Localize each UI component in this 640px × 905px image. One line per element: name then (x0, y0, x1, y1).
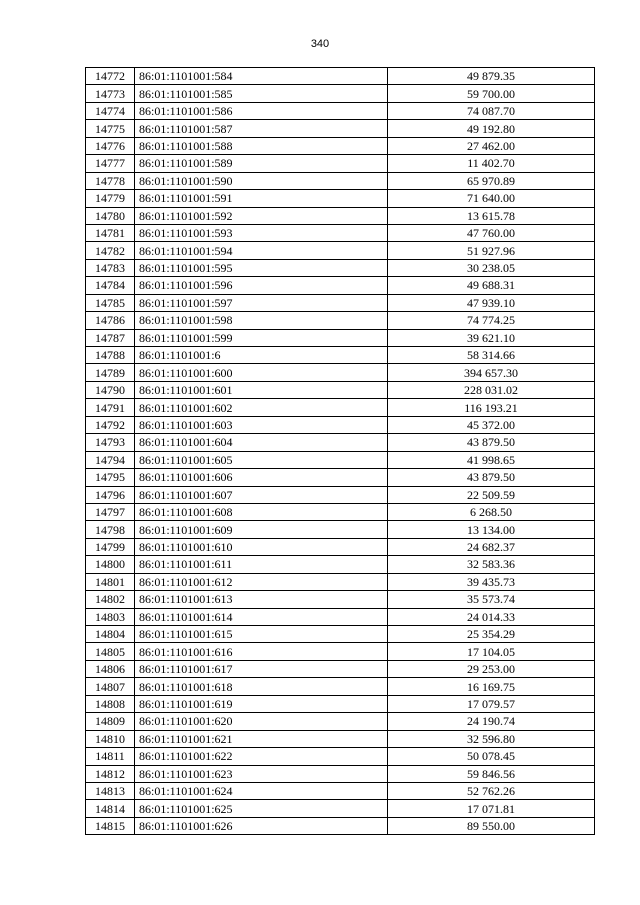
cadastral-number-cell: 86:01:1101001:584 (135, 68, 388, 85)
cadastral-value-cell: 16 169.75 (388, 678, 595, 695)
row-number-cell: 14787 (86, 329, 135, 346)
row-number-cell: 14807 (86, 678, 135, 695)
row-number-cell: 14815 (86, 817, 135, 834)
row-number-cell: 14774 (86, 102, 135, 119)
cadastral-value-cell: 228 031.02 (388, 381, 595, 398)
cadastral-number-cell: 86:01:1101001:626 (135, 817, 388, 834)
cadastral-value-cell: 116 193.21 (388, 399, 595, 416)
row-number-cell: 14776 (86, 137, 135, 154)
table-row (86, 591, 595, 608)
table-row (86, 713, 595, 730)
table-row (86, 556, 595, 573)
row-number-cell: 14799 (86, 538, 135, 555)
table-row (86, 521, 595, 538)
row-number-cell: 14780 (86, 207, 135, 224)
cadastral-number-cell: 86:01:1101001:587 (135, 120, 388, 137)
table-row (86, 259, 595, 276)
cadastral-value-cell: 65 970.89 (388, 172, 595, 189)
page-number: 340 (310, 38, 330, 50)
table-row (86, 277, 595, 294)
cadastral-number-cell: 86:01:1101001:588 (135, 137, 388, 154)
row-number-cell: 14790 (86, 381, 135, 398)
row-number-cell: 14784 (86, 277, 135, 294)
cadastral-value-cell: 17 104.05 (388, 643, 595, 660)
table-row (86, 730, 595, 747)
cadastral-value-cell: 22 509.59 (388, 486, 595, 503)
cadastral-number-cell: 86:01:1101001:591 (135, 190, 388, 207)
table-row (86, 329, 595, 346)
table-row (86, 294, 595, 311)
table-row (86, 486, 595, 503)
row-number-cell: 14781 (86, 224, 135, 241)
cadastral-value-cell: 51 927.96 (388, 242, 595, 259)
row-number-cell: 14783 (86, 259, 135, 276)
table-row (86, 312, 595, 329)
cadastral-number-cell: 86:01:1101001:596 (135, 277, 388, 294)
table-row (86, 190, 595, 207)
cadastral-value-cell: 49 879.35 (388, 68, 595, 85)
cadastral-value-cell: 39 435.73 (388, 573, 595, 590)
cadastral-number-cell: 86:01:1101001:620 (135, 713, 388, 730)
row-number-cell: 14804 (86, 626, 135, 643)
table-row (86, 347, 595, 364)
row-number-cell: 14813 (86, 782, 135, 799)
cadastral-number-cell: 86:01:1101001:610 (135, 538, 388, 555)
cadastral-value-cell: 35 573.74 (388, 591, 595, 608)
cadastral-number-cell: 86:01:1101001:616 (135, 643, 388, 660)
cadastral-value-cell: 17 071.81 (388, 800, 595, 817)
table-row (86, 626, 595, 643)
row-number-cell: 14773 (86, 85, 135, 102)
cadastral-value-cell: 32 596.80 (388, 730, 595, 747)
row-number-cell: 14808 (86, 695, 135, 712)
table-body (86, 68, 595, 835)
cadastral-value-cell: 74 087.70 (388, 102, 595, 119)
cadastral-value-cell: 41 998.65 (388, 451, 595, 468)
row-number-cell: 14791 (86, 399, 135, 416)
cadastral-number-cell: 86:01:1101001:585 (135, 85, 388, 102)
cadastral-number-cell: 86:01:1101001:593 (135, 224, 388, 241)
cadastral-value-cell: 47 939.10 (388, 294, 595, 311)
row-number-cell: 14785 (86, 294, 135, 311)
cadastral-number-cell: 86:01:1101001:617 (135, 660, 388, 677)
cadastral-number-cell: 86:01:1101001:606 (135, 469, 388, 486)
table-row (86, 381, 595, 398)
cadastral-number-cell: 86:01:1101001:589 (135, 155, 388, 172)
cadastral-value-cell: 58 314.66 (388, 347, 595, 364)
cadastral-value-cell: 394 657.30 (388, 364, 595, 381)
cadastral-number-cell: 86:01:1101001:624 (135, 782, 388, 799)
table-row (86, 573, 595, 590)
table-row (86, 399, 595, 416)
table-row (86, 538, 595, 555)
table-row (86, 137, 595, 154)
row-number-cell: 14803 (86, 608, 135, 625)
table-row (86, 608, 595, 625)
cadastral-value-cell: 74 774.25 (388, 312, 595, 329)
row-number-cell: 14778 (86, 172, 135, 189)
cadastral-value-cell: 24 014.33 (388, 608, 595, 625)
cadastral-value-cell: 59 700.00 (388, 85, 595, 102)
cadastral-number-cell: 86:01:1101001:607 (135, 486, 388, 503)
row-number-cell: 14814 (86, 800, 135, 817)
cadastral-value-cell: 89 550.00 (388, 817, 595, 834)
cadastral-number-cell: 86:01:1101001:605 (135, 451, 388, 468)
cadastral-number-cell: 86:01:1101001:592 (135, 207, 388, 224)
cadastral-value-cell: 43 879.50 (388, 469, 595, 486)
row-number-cell: 14777 (86, 155, 135, 172)
row-number-cell: 14801 (86, 573, 135, 590)
cadastral-number-cell: 86:01:1101001:608 (135, 503, 388, 520)
cadastral-number-cell: 86:01:1101001:613 (135, 591, 388, 608)
row-number-cell: 14775 (86, 120, 135, 137)
cadastral-value-cell: 39 621.10 (388, 329, 595, 346)
cadastral-value-cell: 25 354.29 (388, 626, 595, 643)
cadastral-value-cell: 29 253.00 (388, 660, 595, 677)
cadastral-value-cell: 43 879.50 (388, 434, 595, 451)
cadastral-number-cell: 86:01:1101001:595 (135, 259, 388, 276)
cadastral-number-cell: 86:01:1101001:615 (135, 626, 388, 643)
table-row (86, 695, 595, 712)
cadastral-number-cell: 86:01:1101001:601 (135, 381, 388, 398)
cadastral-value-cell: 59 846.56 (388, 765, 595, 782)
row-number-cell: 14810 (86, 730, 135, 747)
row-number-cell: 14809 (86, 713, 135, 730)
table-row (86, 469, 595, 486)
table-row (86, 416, 595, 433)
cadastral-number-cell: 86:01:1101001:614 (135, 608, 388, 625)
table-row (86, 364, 595, 381)
table-row (86, 660, 595, 677)
cadastral-value-cell: 13 134.00 (388, 521, 595, 538)
table-row (86, 155, 595, 172)
cadastral-value-cell: 17 079.57 (388, 695, 595, 712)
row-number-cell: 14811 (86, 748, 135, 765)
cadastral-number-cell: 86:01:1101001:622 (135, 748, 388, 765)
row-number-cell: 14802 (86, 591, 135, 608)
cadastral-number-cell: 86:01:1101001:590 (135, 172, 388, 189)
cadastral-number-cell: 86:01:1101001:621 (135, 730, 388, 747)
row-number-cell: 14793 (86, 434, 135, 451)
cadastral-number-cell: 86:01:1101001:619 (135, 695, 388, 712)
cadastral-value-cell: 52 762.26 (388, 782, 595, 799)
cadastral-value-cell: 45 372.00 (388, 416, 595, 433)
cadastral-number-cell: 86:01:1101001:594 (135, 242, 388, 259)
row-number-cell: 14795 (86, 469, 135, 486)
table-row (86, 678, 595, 695)
cadastral-number-cell: 86:01:1101001:600 (135, 364, 388, 381)
cadastral-number-cell: 86:01:1101001:611 (135, 556, 388, 573)
table-row (86, 782, 595, 799)
cadastral-value-cell: 13 615.78 (388, 207, 595, 224)
cadastral-number-cell: 86:01:1101001:618 (135, 678, 388, 695)
table-row (86, 224, 595, 241)
cadastral-value-cell: 27 462.00 (388, 137, 595, 154)
cadastral-value-cell: 6 268.50 (388, 503, 595, 520)
cadastral-value-cell: 11 402.70 (388, 155, 595, 172)
row-number-cell: 14796 (86, 486, 135, 503)
table-row (86, 434, 595, 451)
table-row (86, 172, 595, 189)
table-row (86, 102, 595, 119)
row-number-cell: 14788 (86, 347, 135, 364)
row-number-cell: 14786 (86, 312, 135, 329)
cadastral-value-cell: 50 078.45 (388, 748, 595, 765)
cadastral-number-cell: 86:01:1101001:609 (135, 521, 388, 538)
row-number-cell: 14792 (86, 416, 135, 433)
cadastral-number-cell: 86:01:1101001:598 (135, 312, 388, 329)
cadastral-number-cell: 86:01:1101001:602 (135, 399, 388, 416)
cadastral-value-cell: 30 238.05 (388, 259, 595, 276)
table-row (86, 120, 595, 137)
cadastral-value-cell: 32 583.36 (388, 556, 595, 573)
cadastral-number-cell: 86:01:1101001:6 (135, 347, 388, 364)
cadastral-number-cell: 86:01:1101001:612 (135, 573, 388, 590)
table-row (86, 765, 595, 782)
table-row (86, 242, 595, 259)
row-number-cell: 14812 (86, 765, 135, 782)
row-number-cell: 14800 (86, 556, 135, 573)
cadastral-value-cell: 49 192.80 (388, 120, 595, 137)
table-row (86, 748, 595, 765)
row-number-cell: 14798 (86, 521, 135, 538)
cadastral-number-cell: 86:01:1101001:623 (135, 765, 388, 782)
cadastral-number-cell: 86:01:1101001:597 (135, 294, 388, 311)
table-row (86, 817, 595, 834)
row-number-cell: 14805 (86, 643, 135, 660)
cadastral-value-cell: 71 640.00 (388, 190, 595, 207)
row-number-cell: 14779 (86, 190, 135, 207)
cadastral-value-cell: 24 190.74 (388, 713, 595, 730)
cadastral-number-cell: 86:01:1101001:604 (135, 434, 388, 451)
row-number-cell: 14782 (86, 242, 135, 259)
cadastral-value-cell: 47 760.00 (388, 224, 595, 241)
cadastral-number-cell: 86:01:1101001:586 (135, 102, 388, 119)
table-row (86, 503, 595, 520)
cadastral-number-cell: 86:01:1101001:599 (135, 329, 388, 346)
table-row (86, 207, 595, 224)
cadastral-value-cell: 49 688.31 (388, 277, 595, 294)
table-row (86, 68, 595, 85)
table-row (86, 451, 595, 468)
cadastral-number-cell: 86:01:1101001:603 (135, 416, 388, 433)
cadastral-value-table (85, 67, 595, 835)
row-number-cell: 14797 (86, 503, 135, 520)
row-number-cell: 14794 (86, 451, 135, 468)
table-row (86, 800, 595, 817)
row-number-cell: 14772 (86, 68, 135, 85)
row-number-cell: 14789 (86, 364, 135, 381)
row-number-cell: 14806 (86, 660, 135, 677)
table-row (86, 85, 595, 102)
cadastral-number-cell: 86:01:1101001:625 (135, 800, 388, 817)
cadastral-value-cell: 24 682.37 (388, 538, 595, 555)
table-row (86, 643, 595, 660)
